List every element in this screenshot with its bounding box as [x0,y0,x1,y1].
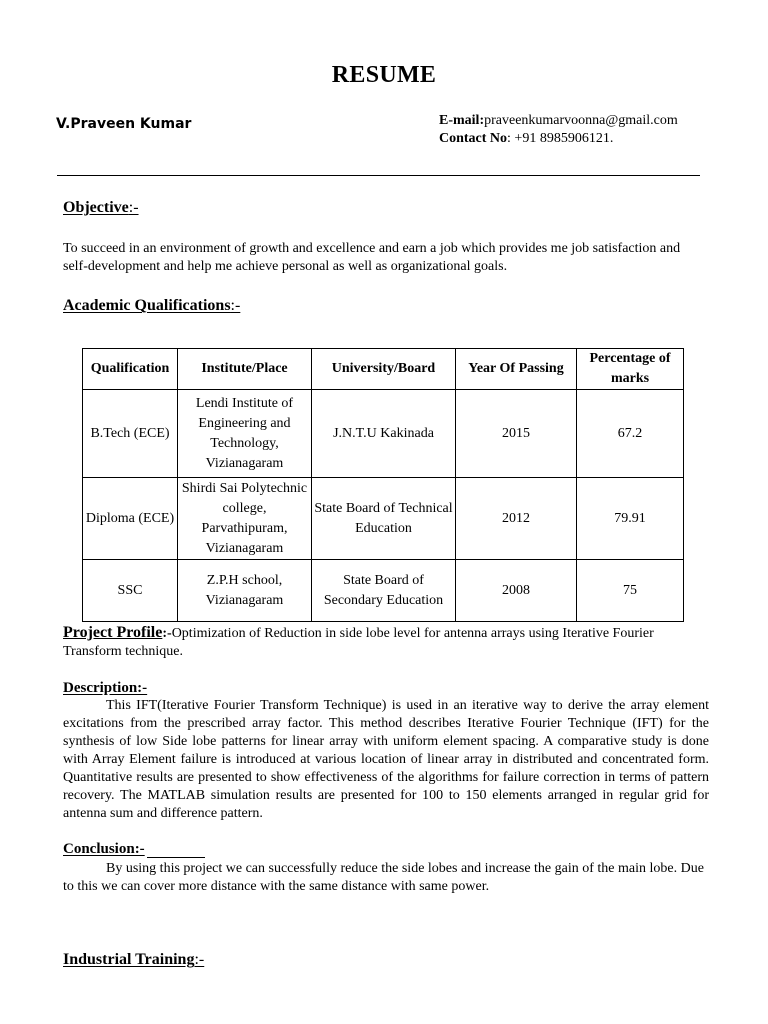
table-row [83,560,684,622]
table-cell: SSC [83,560,178,622]
project-text: Optimization of Reduction in side lobe level for antenna arrays using Iterative Fourier Transform technique. [63,626,654,659]
table-header-row [83,349,684,390]
column-header: Year Of Passing [456,349,577,390]
description-text: This IFT(Iterative Fourier Transform Technique) is used in an iterative way to derive the array element excitations from the prescribed array factor. This method describes Iterative Fourier Technique (IFT) for the synthesis of low Side lobe patterns for linear array with uniform element spacing. A comparative study is done with Array Element failure is introduced at various location of linear array in distributed and concentrated form. Quantitative results are presented to show effectiveness of the algorithms for failure correction in terms of pattern recovery. The MATLAB simulation results are presented for 100 to 150 elements arranged in regular grid for antenna sum and difference pattern. [63,698,709,821]
table-cell: Shirdi Sai Polytechnic college, Parvathipuram, Vizianagaram [178,478,312,560]
objective-text: To succeed in an environment of growth and excellence and earn a job which provides me job satisfaction and self-development and help me achieve personal as well as organizational goals. [63,241,681,274]
conclusion-heading-text: Conclusion:- [63,841,145,857]
table-cell: 2008 [456,560,577,622]
resume-title: RESUME [331,62,437,88]
academic-heading [63,297,240,315]
table-cell: Z.P.H school, Vizianagaram [178,560,312,622]
table-cell: Lendi Institute of Engineering and Technology, Vizianagaram [178,390,312,478]
contact-label: Contact No [439,131,508,146]
email-value: praveenkumarvoonna@gmail.com [484,113,678,128]
table-cell: Diploma (ECE) [83,478,178,560]
column-header: Institute/Place [178,349,312,390]
table-cell: 67.2 [577,390,684,478]
industrial-heading [63,951,204,969]
contact-block [439,112,678,148]
candidate-name: V.Praveen Kumar [56,116,192,132]
contact-value: : +91 8985906121. [507,131,614,146]
email-label: E-mail: [439,113,485,128]
academic-heading-text: Academic Qualifications [63,297,231,314]
table-cell: J.N.T.U Kakinada [312,390,456,478]
conclusion-heading [63,841,205,858]
table-cell: State Board of Secondary Education [312,560,456,622]
header-divider [57,175,700,176]
objective-heading-text: Objective [63,199,129,216]
table-cell: 2012 [456,478,577,560]
table-cell: 79.91 [577,478,684,560]
column-header: Qualification [83,349,178,390]
table-cell: B.Tech (ECE) [83,390,178,478]
email-line [439,112,678,130]
conclusion-underline [147,856,205,858]
column-header: Percentage of marks [577,349,684,390]
industrial-heading-suffix: :- [194,951,205,968]
objective-heading-suffix: :- [128,199,139,216]
table-cell: State Board of Technical Education [312,478,456,560]
industrial-heading-text: Industrial Training [63,951,195,968]
description-block [63,697,709,823]
table-cell: 75 [577,560,684,622]
table-row [83,478,684,560]
objective-heading [63,199,139,217]
academic-heading-suffix: :- [230,297,241,314]
phone-line [439,130,678,148]
table-cell: 2015 [456,390,577,478]
conclusion-text: By using this project we can successfully reduce the side lobes and increase the gain of the main lobe. Due to this we can cover more distance with the same distance with same power. [63,861,704,894]
project-profile [63,624,713,661]
column-header: University/Board [312,349,456,390]
project-heading: Project Profile [63,624,163,641]
qualifications-table [82,348,684,622]
description-heading: Description:- [63,680,148,696]
conclusion-block [63,860,705,896]
project-heading-suffix: :- [162,626,172,641]
table-row [83,390,684,478]
